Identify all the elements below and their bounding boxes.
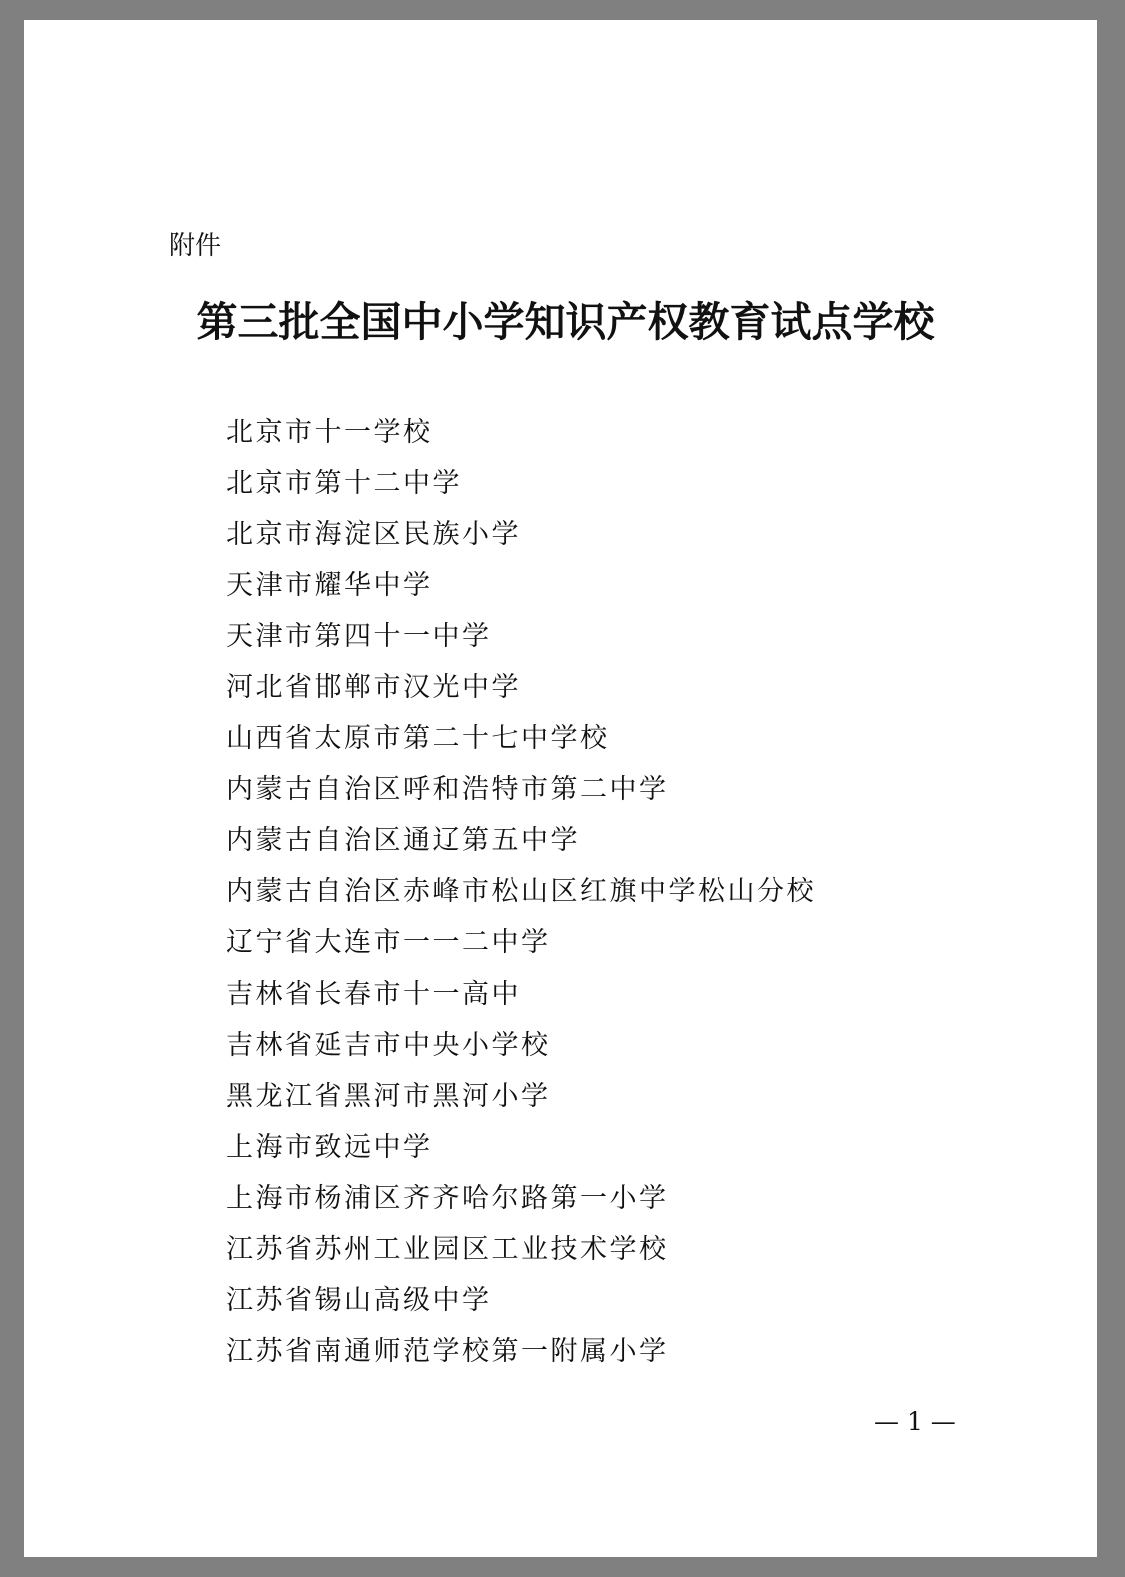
school-list-item: 河北省邯郸市汉光中学 (226, 672, 521, 704)
school-list-item: 内蒙古自治区通辽第五中学 (226, 825, 580, 857)
school-list-item: 北京市第十二中学 (226, 468, 462, 500)
school-list-item: 辽宁省大连市一一二中学 (226, 927, 551, 959)
document-title: 第三批全国中小学知识产权教育试点学校 (196, 298, 935, 346)
school-list-item: 黑龙江省黑河市黑河小学 (226, 1080, 551, 1112)
school-list-item: 内蒙古自治区呼和浩特市第二中学 (226, 774, 669, 806)
school-list-item: 江苏省苏州工业园区工业技术学校 (226, 1233, 669, 1265)
school-list-item: 上海市杨浦区齐齐哈尔路第一小学 (226, 1182, 669, 1214)
school-list-item: 北京市十一学校 (226, 417, 433, 448)
school-list-item: 山西省太原市第二十七中学校 (226, 723, 610, 755)
school-list-item: 吉林省延吉市中央小学校 (226, 1029, 551, 1061)
attachment-label: 附件 (169, 231, 222, 261)
school-list-item: 内蒙古自治区赤峰市松山区红旗中学松山分校 (226, 876, 816, 908)
school-list-item: 上海市致远中学 (226, 1131, 433, 1163)
school-list-item: 江苏省南通师范学校第一附属小学 (226, 1335, 669, 1367)
school-list-item: 天津市第四十一中学 (226, 621, 492, 653)
school-list-item: 北京市海淀区民族小学 (226, 519, 521, 551)
school-list (226, 407, 816, 1377)
school-list-item: 天津市耀华中学 (226, 570, 433, 602)
page-number: — 1 — (874, 1407, 956, 1436)
school-list-item: 吉林省长春市十一高中 (226, 978, 521, 1010)
school-list-item: 江苏省锡山高级中学 (226, 1284, 492, 1316)
document-page (24, 20, 1097, 1557)
